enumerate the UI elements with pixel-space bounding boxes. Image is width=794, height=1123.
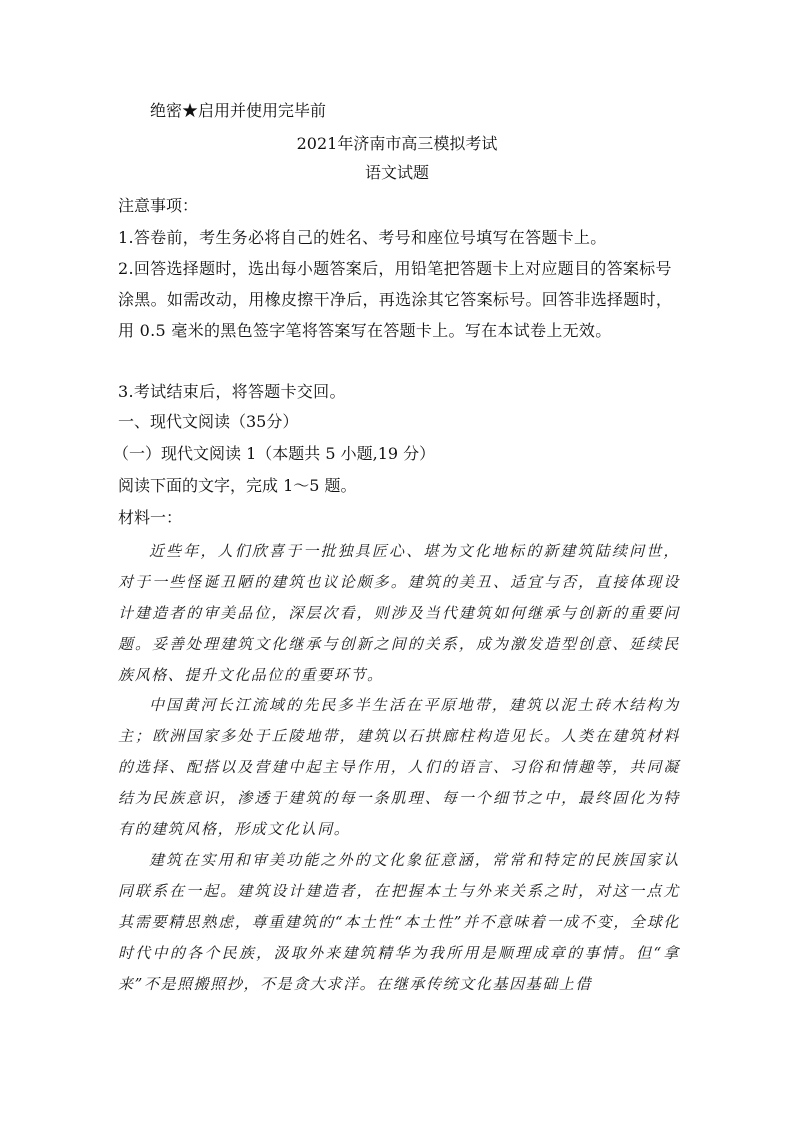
note-item-2: 2.回答选择题时，选出每小题答案后，用铅笔把答题卡上对应题目的答案标号涂黑。如需改动，用橡皮擦干净后，再选涂其它答案标号。回答非选择题时，用 0.5 毫米的黑色签字笔将答案写在答题卡上。写在本试卷上无效。 xyxy=(118,259,673,340)
material-label: 材料一： xyxy=(118,508,183,527)
subsection-title: （一）现代文阅读 1（本题共 5 小题,19 分） xyxy=(113,444,436,463)
passage-paragraph-1: 近些年，人们欣喜于一批独具匠心、堪为文化地标的新建筑陆续问世，对于一些怪诞丑陋的建筑也议论颇多。建筑的美丑、适宜与否，直接体现设计建造者的审美品位，深层次看，则涉及当代建筑如何继承与创新的重要问题。妥善处理建筑文化继承与创新之间的关系，成为激发造型创意、延续民族风格、提升文化品位的重要环节。 xyxy=(118,542,680,684)
note-item-3: 3.考试结束后，将答题卡交回。 xyxy=(118,382,346,401)
section-title: 一、现代文阅读（35分） xyxy=(118,412,299,431)
note-item-1: 1.答卷前，考生务必将自己的姓名、考号和座位号填写在答题卡上。 xyxy=(118,228,607,247)
passage-paragraph-3: 建筑在实用和审美功能之外的文化象征意涵，常常和特定的民族国家认同联系在一起。建筑设计建造者，在把握本土与外来关系之时，对这一点尤其需要精思熟虑，尊重建筑的“本土性“本土性”并不意味着一成不变，全球化时代中的各个民族，汲取外来建筑精华为我所用是顺理成章的事情。但“拿来”不是照搬照抄，不是贪大求洋。在继承传统文化基因基础上借 xyxy=(118,851,680,993)
confidential-seal-text: 绝密★启用并使用完毕前 xyxy=(150,101,327,120)
passage-paragraph-2: 中国黄河长江流域的先民多半生活在平原地带，建筑以泥土砖木结构为主；欧洲国家多处于丘陵地带，建筑以石拱廊柱构造见长。人类在建筑材料的选择、配搭以及营建中起主导作用，人们的语言、习俗和情趣等，共同凝结为民族意识，渗透于建筑的每一条肌理、每一个细节之中，最终固化为特有的建筑风格，形成文化认同。 xyxy=(118,696,680,838)
notes-heading: 注意事项： xyxy=(118,196,199,215)
subject-title: 语文试题 xyxy=(364,163,429,182)
exam-title: 2021年济南市高三模拟考试 xyxy=(296,134,498,153)
reading-instruction: 阅读下面的文字，完成 1～5 题。 xyxy=(118,476,357,495)
